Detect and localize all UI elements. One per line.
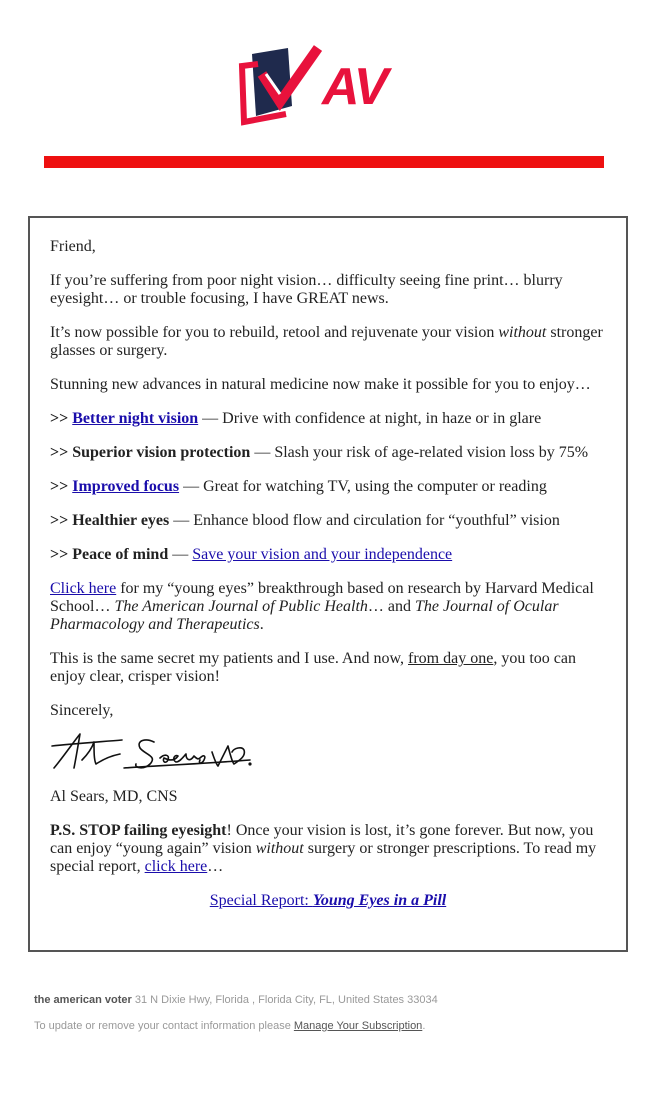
manage-subscription-link[interactable]: Manage Your Subscription [293, 1020, 423, 1032]
footer-update-line: To update or remove your contact information please Manage Your Subscription. [34, 1020, 426, 1032]
click-here-link[interactable]: Click here [50, 580, 117, 597]
paragraph-click-here: Click here for my “young eyes” breakthrough based on research by Harvard Medical School… The American Journal of Public Health… and The Journal of Ocular Pharmacology and Therapeutics. [50, 580, 594, 633]
letter-box [28, 216, 628, 952]
better-night-vision-link[interactable]: Better night vision [72, 410, 199, 427]
email-footer [34, 994, 614, 1032]
header-red-bar [44, 156, 604, 168]
improved-focus-link[interactable]: Improved focus [72, 478, 180, 495]
save-your-vision-link[interactable]: Save your vision and your independence [192, 546, 453, 563]
footer-address-line [34, 994, 614, 1006]
bullet-night-vision: >> Better night vision — Drive with confidence at night, in haze or in glare [50, 410, 542, 427]
closing: Sincerely, [50, 702, 114, 719]
greeting: Friend, [50, 238, 96, 255]
postscript: P.S. STOP failing eyesight! Once your vision is lost, it’s gone forever. But now, you can enjoy “young again” vision without surgery or stronger prescriptions. To read my special report, click here… [50, 822, 597, 875]
paragraph-advances: Stunning new advances in natural medicine now make it possible for you to enjoy… [50, 376, 591, 393]
signature-image [50, 730, 254, 774]
bullet-healthier-eyes: >> Healthier eyes — Enhance blood flow and circulation for “youthful” vision [50, 512, 560, 529]
paragraph-rebuild: It’s now possible for you to rebuild, retool and rejuvenate your vision without stronger glasses or surgery. [50, 324, 603, 359]
ps-click-here-link[interactable]: click here [144, 858, 208, 875]
special-report-line [50, 892, 606, 910]
footer-org-name: the american voter [34, 994, 132, 1006]
special-report-link[interactable]: Special Report: Young Eyes in a Pill [209, 892, 447, 909]
av-logo [236, 44, 412, 126]
bullet-peace-of-mind: >> Peace of mind — Save your vision and your independence [50, 546, 453, 563]
bullet-improved-focus: >> Improved focus — Great for watching TV, using the computer or reading [50, 478, 547, 495]
signer-name: Al Sears, MD, CNS [50, 788, 178, 805]
paragraph-same-secret: This is the same secret my patients and I use. And now, from day one, you too can enjoy clear, crisper vision! [50, 650, 576, 685]
footer-address: 31 N Dixie Hwy, Florida , Florida City, FL, United States 33034 [131, 994, 438, 1006]
bullet-vision-protection: >> Superior vision protection — Slash your risk of age-related vision loss by 75% [50, 444, 589, 461]
logo-text: AV [322, 58, 387, 116]
paragraph-intro: If you’re suffering from poor night vision… difficulty seeing fine print… blurry eyesight… or trouble focusing, I have GREAT news. [50, 272, 563, 307]
